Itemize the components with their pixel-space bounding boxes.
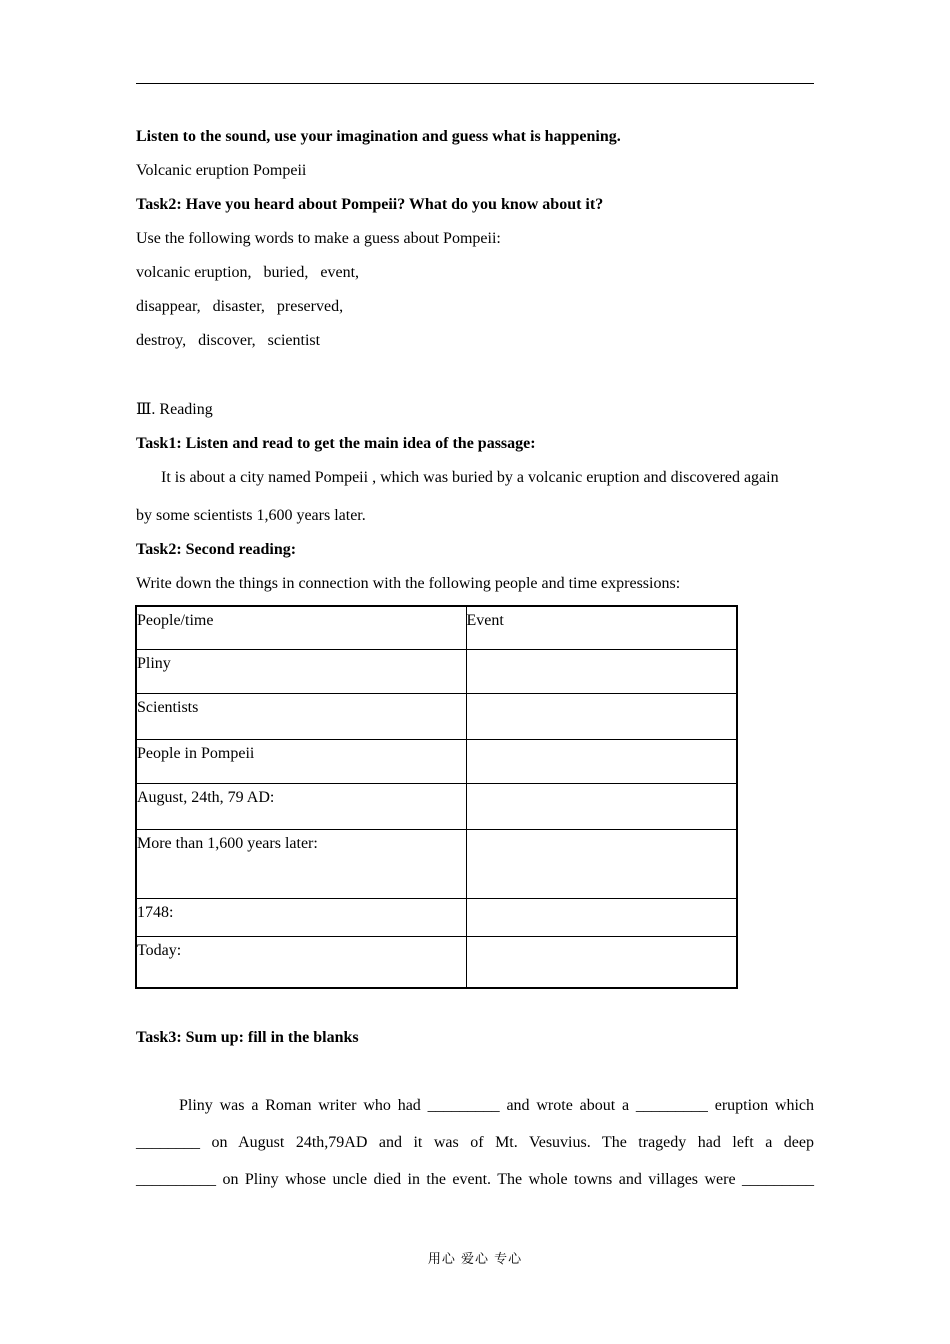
table-answer-cell[interactable] (466, 739, 737, 783)
word-line-3: destroy, discover, scientist (136, 332, 321, 349)
reading-task2-prompt: Write down the things in connection with the following people and time expressions: (136, 575, 681, 592)
table-cell: 1748: (136, 898, 466, 936)
reading-task2-heading: Task2: Second reading: (136, 541, 297, 558)
table-answer-cell[interactable] (466, 783, 737, 829)
table-cell: August, 24th, 79 AD: (136, 783, 466, 829)
table-cell: More than 1,600 years later: (136, 829, 466, 898)
intro-answer: Volcanic eruption Pompeii (136, 162, 307, 179)
table-row (136, 649, 737, 693)
table-answer-cell[interactable] (466, 936, 737, 988)
events-table (135, 605, 738, 989)
table-row (136, 693, 737, 739)
reading-task1-line2: by some scientists 1,600 years later. (136, 507, 366, 524)
task3-line-2: ________ on August 24th,79AD and it was of Mt. Vesuvius. The tragedy had left a deep (136, 1134, 814, 1151)
section-reading-title: Ⅲ. Reading (136, 401, 213, 418)
table-header-cell: People/time (136, 606, 466, 649)
table-row (136, 739, 737, 783)
task3-heading: Task3: Sum up: fill in the blanks (136, 1029, 359, 1046)
page-footer: 用心 爱心 专心 (427, 1252, 523, 1267)
task2-heading: Task2: Have you heard about Pompeii? What do you know about it? (136, 196, 604, 213)
table-cell: Pliny (136, 649, 466, 693)
reading-task1-line1: It is about a city named Pompeii , which was buried by a volcanic eruption and discovered again (161, 469, 779, 486)
table-answer-cell[interactable] (466, 649, 737, 693)
task3-line-3: __________ on Pliny whose uncle died in the event. The whole towns and villages were _________ (136, 1171, 814, 1188)
table-header-cell: Event (466, 606, 737, 649)
intro-heading: Listen to the sound, use your imagination and guess what is happening. (136, 128, 621, 145)
table-cell: People in Pompeii (136, 739, 466, 783)
table-row (136, 783, 737, 829)
table-header-row (136, 606, 737, 649)
table-answer-cell[interactable] (466, 898, 737, 936)
task3-line-1: Pliny was a Roman writer who had _________ and wrote about a _________ eruption which (179, 1097, 814, 1114)
word-line-2: disappear, disaster, preserved, (136, 298, 344, 315)
task2-prompt: Use the following words to make a guess about Pompeii: (136, 230, 501, 247)
table-row (136, 936, 737, 988)
table-cell: Scientists (136, 693, 466, 739)
table-cell: Today: (136, 936, 466, 988)
table-row (136, 829, 737, 898)
table-row (136, 898, 737, 936)
table-answer-cell[interactable] (466, 693, 737, 739)
header-rule (136, 83, 814, 84)
word-line-1: volcanic eruption, buried, event, (136, 264, 360, 281)
table-answer-cell[interactable] (466, 829, 737, 898)
reading-task1-heading: Task1: Listen and read to get the main idea of the passage: (136, 435, 536, 452)
